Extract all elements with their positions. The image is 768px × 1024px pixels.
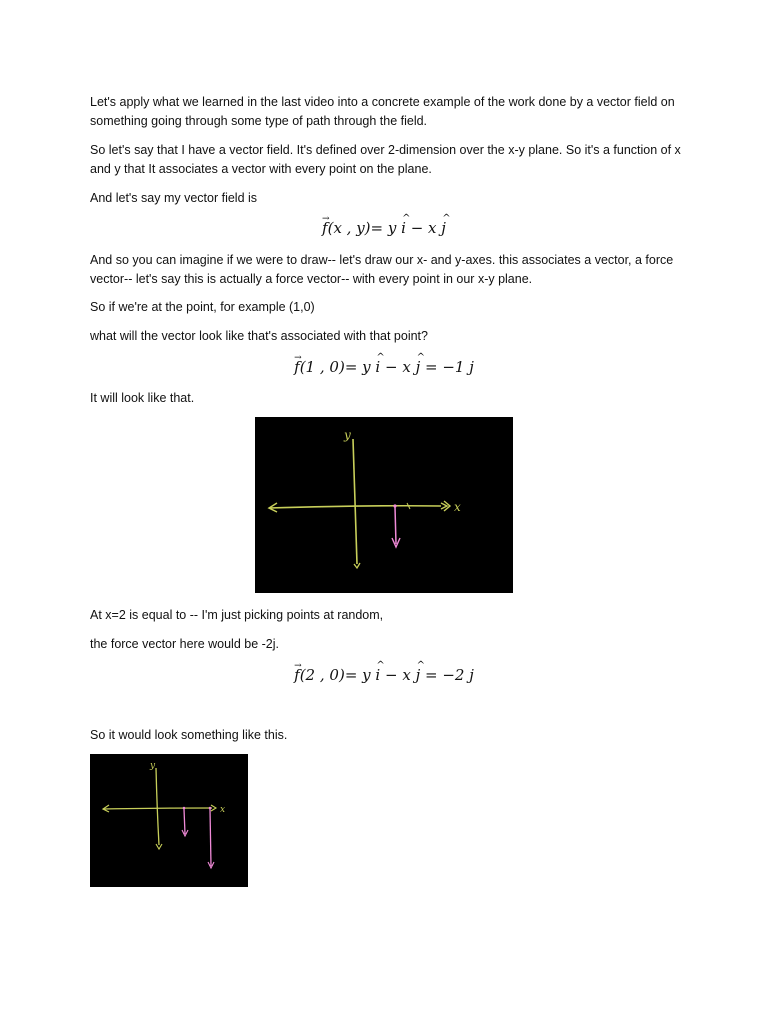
eq1-i: ^ i (401, 218, 406, 238)
equation-point-1-0 (0, 357, 768, 377)
look-like-paragraph: It will look like that. (90, 391, 195, 405)
fig2-force-vector-2 (210, 809, 211, 866)
eq2-i: ^ i (375, 357, 380, 377)
eq1-f: → f (322, 218, 328, 238)
axes-paragraph: And so you can imagine if we were to draw-- let's draw our x- and y-axes. this associates a vector, a force vector-- let's say this is actually a force vector-- with every point in our x-y plane. (90, 253, 674, 286)
figure-vector-at-1-0 (255, 417, 513, 593)
fig1-force-vector (395, 507, 396, 544)
eq2-j: ^ j (416, 357, 421, 377)
point-paragraph: So if we're at the point, for example (1,0) (90, 300, 315, 314)
eq1-j: ^ j (441, 218, 446, 238)
random-points-paragraph: At x=2 is equal to -- I'm just picking points at random, (90, 608, 384, 622)
eq3-i: ^ i (375, 665, 380, 685)
eq2-args: (1 , 0) (299, 358, 345, 376)
something-like-this-paragraph: So it would look something like this. (90, 728, 288, 742)
force-vector-paragraph: the force vector here would be -2j. (90, 637, 279, 651)
question-paragraph: what will the vector look like that's associated with that point? (90, 329, 428, 343)
eq2-f: → f (294, 357, 300, 377)
eq3-j: ^ j (416, 665, 421, 685)
fig1-x-label: x (454, 500, 461, 514)
eq1-rhs-y: = y (370, 219, 402, 237)
figure-vectors-at-1-0-and-2-0 (90, 754, 248, 887)
fig1-y-label: y (344, 428, 351, 442)
eq1-minus-x: − x (405, 219, 442, 237)
eq3-args: (2 , 0) (299, 666, 345, 684)
field-definition-paragraph: And let's say my vector field is (90, 191, 258, 205)
intro-paragraph: Let's apply what we learned in the last video into a concrete example of the work done by a vector field on something going through some type of path through the field. (90, 95, 675, 128)
eq3-tail: = −2 j (420, 666, 474, 684)
equation-point-2-0 (0, 665, 768, 685)
eq1-args: (x , y) (327, 219, 371, 237)
fig2-x-label: x (220, 805, 226, 815)
fig2-y-label: y (150, 761, 156, 771)
eq2-tail: = −1 j (420, 358, 474, 376)
equation-vector-field (0, 218, 768, 238)
eq3-rhs-y: = y (344, 666, 376, 684)
eq2-minus-x: − x (380, 358, 416, 376)
vector-field-paragraph: So let's say that I have a vector field. It's defined over 2-dimension over the x-y plane. So it's a function of x and y that It associates a vector with every point on the plane. (90, 143, 681, 176)
eq3-minus-x: − x (380, 666, 416, 684)
eq3-f: → f (294, 665, 300, 685)
eq2-rhs-y: = y (344, 358, 376, 376)
fig2-force-vector-1 (184, 809, 185, 834)
